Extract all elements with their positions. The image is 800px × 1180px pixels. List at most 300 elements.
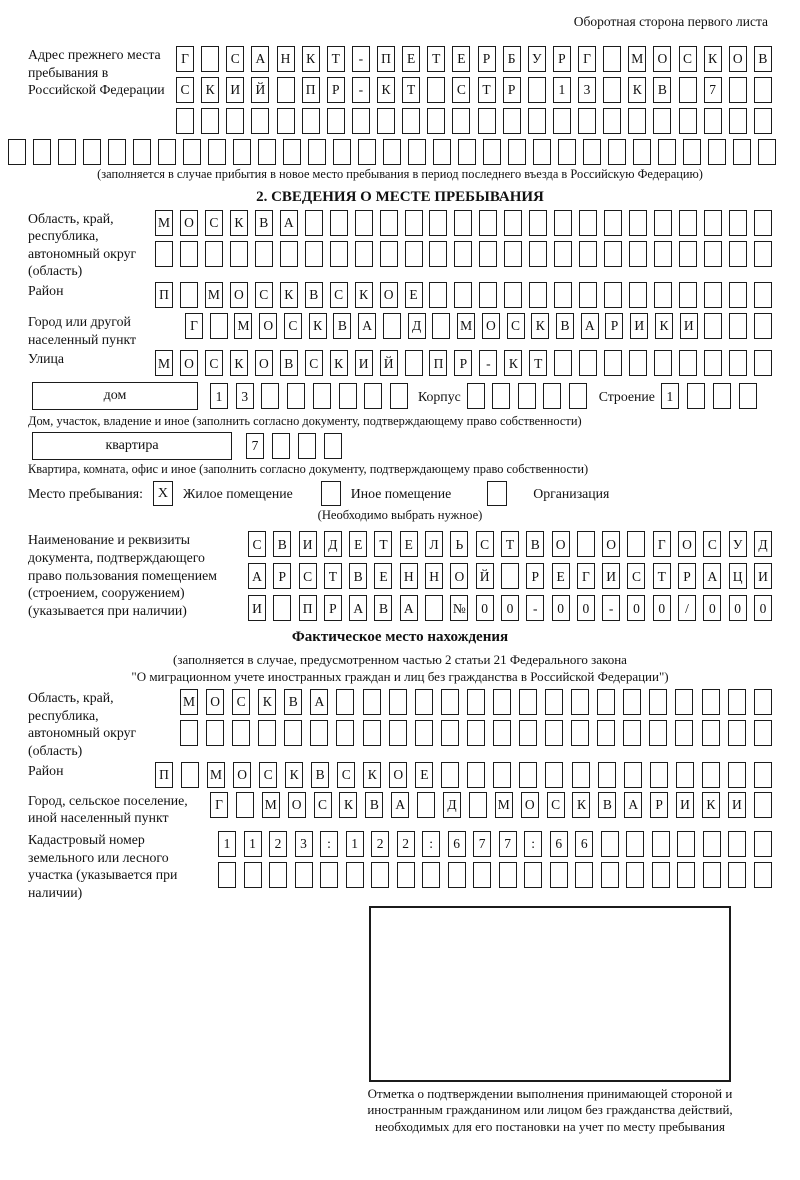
char-box[interactable]: Н: [400, 563, 418, 589]
char-box[interactable]: -: [602, 595, 620, 621]
char-box[interactable]: Т: [327, 46, 345, 72]
char-box[interactable]: Р: [454, 350, 472, 376]
char-box[interactable]: [728, 720, 746, 746]
char-box[interactable]: [529, 282, 547, 308]
char-box[interactable]: [543, 383, 561, 409]
char-box[interactable]: О: [255, 350, 273, 376]
char-box[interactable]: [575, 862, 593, 888]
char-box[interactable]: [405, 241, 423, 267]
char-box[interactable]: О: [288, 792, 306, 818]
char-box[interactable]: К: [363, 762, 381, 788]
char-box[interactable]: [305, 241, 323, 267]
char-box[interactable]: [704, 241, 722, 267]
char-box[interactable]: [402, 108, 420, 134]
char-box[interactable]: [729, 350, 747, 376]
char-box[interactable]: П: [429, 350, 447, 376]
char-box[interactable]: У: [528, 46, 546, 72]
char-box[interactable]: В: [273, 531, 291, 557]
char-box[interactable]: 6: [448, 831, 466, 857]
char-box[interactable]: [277, 77, 295, 103]
char-box[interactable]: [652, 831, 670, 857]
char-box[interactable]: О: [653, 46, 671, 72]
char-box[interactable]: [389, 720, 407, 746]
char-box[interactable]: [208, 139, 226, 165]
char-box[interactable]: 0: [653, 595, 671, 621]
char-box[interactable]: 1: [553, 77, 571, 103]
char-box[interactable]: 7: [704, 77, 722, 103]
char-box[interactable]: Т: [653, 563, 671, 589]
char-box[interactable]: М: [495, 792, 513, 818]
char-box[interactable]: Е: [405, 282, 423, 308]
char-box[interactable]: [658, 139, 676, 165]
char-box[interactable]: [728, 689, 746, 715]
char-box[interactable]: [604, 241, 622, 267]
char-box[interactable]: [504, 210, 522, 236]
char-box[interactable]: [704, 210, 722, 236]
char-box[interactable]: [180, 241, 198, 267]
char-box[interactable]: [758, 139, 776, 165]
char-box[interactable]: Е: [452, 46, 470, 72]
char-box[interactable]: А: [400, 595, 418, 621]
char-box[interactable]: [346, 862, 364, 888]
char-box[interactable]: [83, 139, 101, 165]
char-box[interactable]: [363, 720, 381, 746]
char-box[interactable]: [448, 862, 466, 888]
char-box[interactable]: [608, 139, 626, 165]
char-box[interactable]: В: [305, 282, 323, 308]
char-box[interactable]: С: [232, 689, 250, 715]
char-box[interactable]: 1: [346, 831, 364, 857]
char-box[interactable]: [493, 720, 511, 746]
char-box[interactable]: [702, 720, 720, 746]
char-box[interactable]: /: [678, 595, 696, 621]
char-box[interactable]: [553, 108, 571, 134]
char-box[interactable]: А: [391, 792, 409, 818]
char-box[interactable]: [8, 139, 26, 165]
char-box[interactable]: О: [389, 762, 407, 788]
char-box[interactable]: П: [155, 282, 173, 308]
checkbox-organizatsiya[interactable]: [487, 481, 507, 506]
char-box[interactable]: К: [230, 210, 248, 236]
char-box[interactable]: Р: [526, 563, 544, 589]
char-box[interactable]: [280, 241, 298, 267]
char-box[interactable]: М: [180, 689, 198, 715]
char-box[interactable]: [597, 689, 615, 715]
char-box[interactable]: [579, 210, 597, 236]
char-box[interactable]: [454, 210, 472, 236]
char-box[interactable]: [364, 383, 382, 409]
char-box[interactable]: С: [507, 313, 525, 339]
char-box[interactable]: [554, 241, 572, 267]
char-box[interactable]: [623, 720, 641, 746]
char-box[interactable]: Г: [210, 792, 228, 818]
char-box[interactable]: В: [653, 77, 671, 103]
char-box[interactable]: П: [299, 595, 317, 621]
char-box[interactable]: О: [450, 563, 468, 589]
char-box[interactable]: [649, 689, 667, 715]
char-box[interactable]: [499, 862, 517, 888]
char-box[interactable]: В: [526, 531, 544, 557]
char-box[interactable]: О: [521, 792, 539, 818]
char-box[interactable]: [226, 108, 244, 134]
char-box[interactable]: [479, 282, 497, 308]
char-box[interactable]: Р: [324, 595, 342, 621]
char-box[interactable]: И: [630, 313, 648, 339]
char-box[interactable]: [626, 862, 644, 888]
char-box[interactable]: 3: [578, 77, 596, 103]
char-box[interactable]: [679, 241, 697, 267]
char-box[interactable]: Б: [503, 46, 521, 72]
char-box[interactable]: Г: [653, 531, 671, 557]
char-box[interactable]: [627, 531, 645, 557]
char-box[interactable]: [554, 210, 572, 236]
char-box[interactable]: Н: [277, 46, 295, 72]
char-box[interactable]: [287, 383, 305, 409]
char-box[interactable]: [545, 762, 563, 788]
char-box[interactable]: И: [602, 563, 620, 589]
char-box[interactable]: К: [309, 313, 327, 339]
char-box[interactable]: :: [524, 831, 542, 857]
char-box[interactable]: А: [358, 313, 376, 339]
char-box[interactable]: Р: [678, 563, 696, 589]
char-box[interactable]: [277, 108, 295, 134]
char-box[interactable]: [677, 862, 695, 888]
char-box[interactable]: [729, 77, 747, 103]
char-box[interactable]: [754, 282, 772, 308]
char-box[interactable]: [467, 383, 485, 409]
char-box[interactable]: 0: [501, 595, 519, 621]
char-box[interactable]: [176, 108, 194, 134]
char-box[interactable]: [441, 689, 459, 715]
char-box[interactable]: [417, 792, 435, 818]
char-box[interactable]: А: [251, 46, 269, 72]
char-box[interactable]: [728, 831, 746, 857]
char-box[interactable]: М: [207, 762, 225, 788]
char-box[interactable]: О: [233, 762, 251, 788]
char-box[interactable]: Д: [324, 531, 342, 557]
char-box[interactable]: [330, 210, 348, 236]
char-box[interactable]: М: [262, 792, 280, 818]
char-box[interactable]: [33, 139, 51, 165]
char-box[interactable]: А: [703, 563, 721, 589]
char-box[interactable]: 3: [236, 383, 254, 409]
char-box[interactable]: Т: [529, 350, 547, 376]
char-box[interactable]: [604, 350, 622, 376]
char-box[interactable]: С: [259, 762, 277, 788]
char-box[interactable]: О: [180, 350, 198, 376]
char-box[interactable]: С: [205, 350, 223, 376]
char-box[interactable]: [425, 595, 443, 621]
char-box[interactable]: [433, 139, 451, 165]
char-box[interactable]: О: [259, 313, 277, 339]
char-box[interactable]: В: [365, 792, 383, 818]
house-type-box[interactable]: дом: [32, 382, 198, 410]
char-box[interactable]: А: [310, 689, 328, 715]
char-box[interactable]: [258, 720, 276, 746]
char-box[interactable]: О: [380, 282, 398, 308]
char-box[interactable]: С: [627, 563, 645, 589]
char-box[interactable]: М: [155, 350, 173, 376]
char-box[interactable]: С: [703, 531, 721, 557]
char-box[interactable]: [308, 139, 326, 165]
char-box[interactable]: М: [205, 282, 223, 308]
char-box[interactable]: О: [552, 531, 570, 557]
char-box[interactable]: [244, 862, 262, 888]
char-box[interactable]: [528, 108, 546, 134]
char-box[interactable]: [454, 282, 472, 308]
char-box[interactable]: Е: [374, 563, 392, 589]
char-box[interactable]: [524, 862, 542, 888]
char-box[interactable]: [210, 313, 228, 339]
char-box[interactable]: [628, 108, 646, 134]
char-box[interactable]: [601, 831, 619, 857]
char-box[interactable]: С: [284, 313, 302, 339]
char-box[interactable]: О: [729, 46, 747, 72]
char-box[interactable]: Ь: [450, 531, 468, 557]
char-box[interactable]: Г: [577, 563, 595, 589]
char-box[interactable]: [483, 139, 501, 165]
char-box[interactable]: [467, 762, 485, 788]
char-box[interactable]: Й: [476, 563, 494, 589]
char-box[interactable]: 0: [476, 595, 494, 621]
char-box[interactable]: В: [284, 689, 302, 715]
char-box[interactable]: [754, 720, 772, 746]
char-box[interactable]: 0: [703, 595, 721, 621]
char-box[interactable]: У: [729, 531, 747, 557]
char-box[interactable]: [478, 108, 496, 134]
char-box[interactable]: Л: [425, 531, 443, 557]
char-box[interactable]: [675, 720, 693, 746]
char-box[interactable]: Р: [478, 46, 496, 72]
char-box[interactable]: П: [377, 46, 395, 72]
char-box[interactable]: [679, 350, 697, 376]
char-box[interactable]: [283, 139, 301, 165]
char-box[interactable]: [273, 595, 291, 621]
char-box[interactable]: К: [655, 313, 673, 339]
char-box[interactable]: С: [299, 563, 317, 589]
char-box[interactable]: [389, 689, 407, 715]
char-box[interactable]: В: [374, 595, 392, 621]
stamp-box[interactable]: [369, 906, 731, 1082]
char-box[interactable]: :: [422, 831, 440, 857]
char-box[interactable]: [333, 139, 351, 165]
char-box[interactable]: А: [248, 563, 266, 589]
char-box[interactable]: [528, 77, 546, 103]
char-box[interactable]: С: [452, 77, 470, 103]
char-box[interactable]: [579, 350, 597, 376]
char-box[interactable]: Ц: [729, 563, 747, 589]
char-box[interactable]: [624, 762, 642, 788]
char-box[interactable]: С: [547, 792, 565, 818]
char-box[interactable]: [629, 241, 647, 267]
char-box[interactable]: [675, 689, 693, 715]
char-box[interactable]: [269, 862, 287, 888]
char-box[interactable]: [218, 862, 236, 888]
char-box[interactable]: Д: [754, 531, 772, 557]
char-box[interactable]: [545, 689, 563, 715]
char-box[interactable]: 1: [218, 831, 236, 857]
char-box[interactable]: [654, 282, 672, 308]
char-box[interactable]: П: [302, 77, 320, 103]
char-box[interactable]: [429, 241, 447, 267]
char-box[interactable]: [529, 210, 547, 236]
char-box[interactable]: [458, 139, 476, 165]
char-box[interactable]: О: [230, 282, 248, 308]
char-box[interactable]: А: [349, 595, 367, 621]
char-box[interactable]: [363, 689, 381, 715]
char-box[interactable]: Т: [324, 563, 342, 589]
char-box[interactable]: -: [352, 46, 370, 72]
char-box[interactable]: [339, 383, 357, 409]
char-box[interactable]: Д: [443, 792, 461, 818]
char-box[interactable]: Е: [400, 531, 418, 557]
char-box[interactable]: [397, 862, 415, 888]
char-box[interactable]: К: [355, 282, 373, 308]
char-box[interactable]: [352, 108, 370, 134]
char-box[interactable]: [754, 792, 772, 818]
char-box[interactable]: [713, 383, 731, 409]
char-box[interactable]: С: [255, 282, 273, 308]
char-box[interactable]: [454, 241, 472, 267]
char-box[interactable]: [232, 720, 250, 746]
char-box[interactable]: [679, 210, 697, 236]
char-box[interactable]: [479, 210, 497, 236]
char-box[interactable]: [529, 241, 547, 267]
char-box[interactable]: [583, 139, 601, 165]
char-box[interactable]: [467, 720, 485, 746]
char-box[interactable]: И: [226, 77, 244, 103]
char-box[interactable]: [652, 862, 670, 888]
char-box[interactable]: К: [702, 792, 720, 818]
char-box[interactable]: О: [206, 689, 224, 715]
char-box[interactable]: С: [679, 46, 697, 72]
char-box[interactable]: [629, 282, 647, 308]
char-box[interactable]: В: [255, 210, 273, 236]
char-box[interactable]: [601, 862, 619, 888]
char-box[interactable]: Р: [327, 77, 345, 103]
char-box[interactable]: [206, 720, 224, 746]
char-box[interactable]: [650, 762, 668, 788]
char-box[interactable]: С: [337, 762, 355, 788]
char-box[interactable]: [427, 108, 445, 134]
char-box[interactable]: [703, 862, 721, 888]
char-box[interactable]: [554, 350, 572, 376]
char-box[interactable]: [408, 139, 426, 165]
char-box[interactable]: [728, 862, 746, 888]
checkbox-inoe[interactable]: [321, 481, 341, 506]
char-box[interactable]: Т: [402, 77, 420, 103]
char-box[interactable]: [754, 77, 772, 103]
char-box[interactable]: [597, 720, 615, 746]
char-box[interactable]: [545, 720, 563, 746]
char-box[interactable]: И: [355, 350, 373, 376]
char-box[interactable]: [422, 862, 440, 888]
char-box[interactable]: :: [320, 831, 338, 857]
char-box[interactable]: [492, 383, 510, 409]
char-box[interactable]: [473, 862, 491, 888]
char-box[interactable]: [383, 313, 401, 339]
char-box[interactable]: -: [352, 77, 370, 103]
char-box[interactable]: [603, 108, 621, 134]
apartment-type-box[interactable]: квартира: [32, 432, 232, 460]
char-box[interactable]: [754, 831, 772, 857]
char-box[interactable]: С: [305, 350, 323, 376]
char-box[interactable]: [754, 762, 772, 788]
char-box[interactable]: К: [230, 350, 248, 376]
char-box[interactable]: Г: [176, 46, 194, 72]
char-box[interactable]: [501, 563, 519, 589]
char-box[interactable]: [405, 350, 423, 376]
char-box[interactable]: [728, 762, 746, 788]
char-box[interactable]: [626, 831, 644, 857]
char-box[interactable]: [579, 241, 597, 267]
char-box[interactable]: [571, 720, 589, 746]
char-box[interactable]: [380, 210, 398, 236]
char-box[interactable]: С: [330, 282, 348, 308]
checkbox-zhiloe[interactable]: X: [153, 481, 173, 506]
char-box[interactable]: К: [280, 282, 298, 308]
char-box[interactable]: К: [258, 689, 276, 715]
char-box[interactable]: [427, 77, 445, 103]
char-box[interactable]: 3: [295, 831, 313, 857]
char-box[interactable]: [754, 210, 772, 236]
char-box[interactable]: 6: [575, 831, 593, 857]
char-box[interactable]: [754, 689, 772, 715]
char-box[interactable]: [679, 282, 697, 308]
char-box[interactable]: 2: [269, 831, 287, 857]
char-box[interactable]: [251, 108, 269, 134]
char-box[interactable]: К: [330, 350, 348, 376]
char-box[interactable]: Р: [605, 313, 623, 339]
char-box[interactable]: М: [155, 210, 173, 236]
char-box[interactable]: [708, 139, 726, 165]
char-box[interactable]: 7: [499, 831, 517, 857]
char-box[interactable]: Г: [578, 46, 596, 72]
char-box[interactable]: [133, 139, 151, 165]
char-box[interactable]: С: [248, 531, 266, 557]
char-box[interactable]: [702, 689, 720, 715]
char-box[interactable]: [603, 46, 621, 72]
char-box[interactable]: [519, 720, 537, 746]
char-box[interactable]: О: [482, 313, 500, 339]
char-box[interactable]: [598, 762, 616, 788]
char-box[interactable]: [578, 108, 596, 134]
char-box[interactable]: [284, 720, 302, 746]
char-box[interactable]: М: [628, 46, 646, 72]
char-box[interactable]: -: [479, 350, 497, 376]
char-box[interactable]: Е: [415, 762, 433, 788]
char-box[interactable]: [108, 139, 126, 165]
char-box[interactable]: [518, 383, 536, 409]
char-box[interactable]: М: [457, 313, 475, 339]
char-box[interactable]: 1: [661, 383, 679, 409]
char-box[interactable]: А: [280, 210, 298, 236]
char-box[interactable]: И: [754, 563, 772, 589]
char-box[interactable]: В: [349, 563, 367, 589]
char-box[interactable]: [604, 210, 622, 236]
char-box[interactable]: [649, 720, 667, 746]
char-box[interactable]: [355, 241, 373, 267]
char-box[interactable]: [305, 210, 323, 236]
char-box[interactable]: [155, 241, 173, 267]
char-box[interactable]: К: [531, 313, 549, 339]
char-box[interactable]: [554, 282, 572, 308]
char-box[interactable]: [415, 689, 433, 715]
char-box[interactable]: 1: [210, 383, 228, 409]
char-box[interactable]: 7: [246, 433, 264, 459]
char-box[interactable]: [683, 139, 701, 165]
char-box[interactable]: К: [628, 77, 646, 103]
